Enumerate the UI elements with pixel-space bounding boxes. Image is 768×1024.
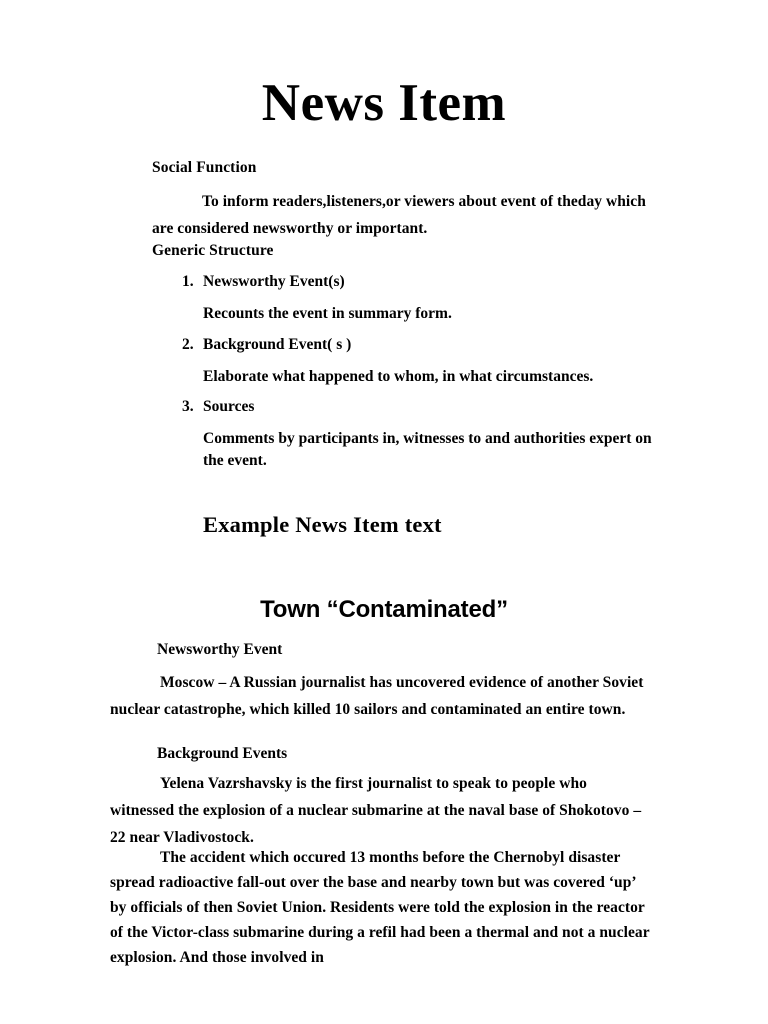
list-item-description: Elaborate what happened to whom, in what circumstances. xyxy=(203,368,594,385)
background-events-paragraph-2: The accident which occured 13 months before the Chernobyl disaster spread radioactive fall-out over the base and nearby town but was covered ‘up’ by officials of then Soviet Union. Residents were told the explosion in the reactor of the Victor-class submarine during a refil had been a thermal and not a nuclear explosion. And those involved in xyxy=(110,849,650,966)
social-function-body xyxy=(152,188,650,242)
background-events-heading: Background Events xyxy=(157,745,288,762)
story-title: Town “Contaminated” xyxy=(260,596,508,623)
list-item-label: Newsworthy Event(s) xyxy=(203,273,345,290)
list-item-label: Background Event( s ) xyxy=(203,336,352,353)
generic-structure-section xyxy=(152,241,650,261)
background-events-section xyxy=(152,744,650,764)
background-events-body-1 xyxy=(110,770,650,851)
list-item-label: Sources xyxy=(203,398,255,415)
list-item-row xyxy=(152,397,652,417)
document-title: News Item xyxy=(261,74,507,132)
list-item-number: 3. xyxy=(182,398,194,415)
newsworthy-event-paragraph: Moscow – A Russian journalist has uncovered evidence of another Soviet nuclear catastrophe, which killed 10 sailors and contaminated an entire town. xyxy=(110,674,644,718)
structure-list-item-3 xyxy=(152,397,652,417)
structure-list-item-1 xyxy=(152,272,652,292)
background-events-paragraph-1: Yelena Vazrshavsky is the first journalist to speak to people who witnessed the explosion of a nuclear submarine at the naval base of Shokotovo – 22 near Vladivostock. xyxy=(110,775,642,846)
structure-list-desc-2 xyxy=(152,366,652,388)
list-item-number: 1. xyxy=(182,273,194,290)
list-item-row xyxy=(152,272,652,292)
list-item-number: 2. xyxy=(182,336,194,353)
social-function-paragraph: To inform readers,listeners,or viewers about event of theday which are considered newsworthy or important. xyxy=(152,193,646,237)
background-events-body-2 xyxy=(110,845,650,970)
newsworthy-event-section xyxy=(152,640,650,660)
newsworthy-event-heading: Newsworthy Event xyxy=(157,641,283,658)
structure-list-desc-1 xyxy=(152,303,652,325)
list-item-description: Recounts the event in summary form. xyxy=(203,305,452,322)
list-item-description: Comments by participants in, witnesses to and authorities expert on the event. xyxy=(203,430,652,469)
structure-list-item-2 xyxy=(152,335,652,355)
list-item-row xyxy=(152,335,652,355)
structure-list-desc-3 xyxy=(152,428,652,472)
example-section-heading: Example News Item text xyxy=(203,512,442,537)
generic-structure-heading: Generic Structure xyxy=(152,242,274,259)
newsworthy-event-body xyxy=(110,669,648,723)
social-function-section xyxy=(152,158,650,178)
social-function-heading: Social Function xyxy=(152,159,257,176)
